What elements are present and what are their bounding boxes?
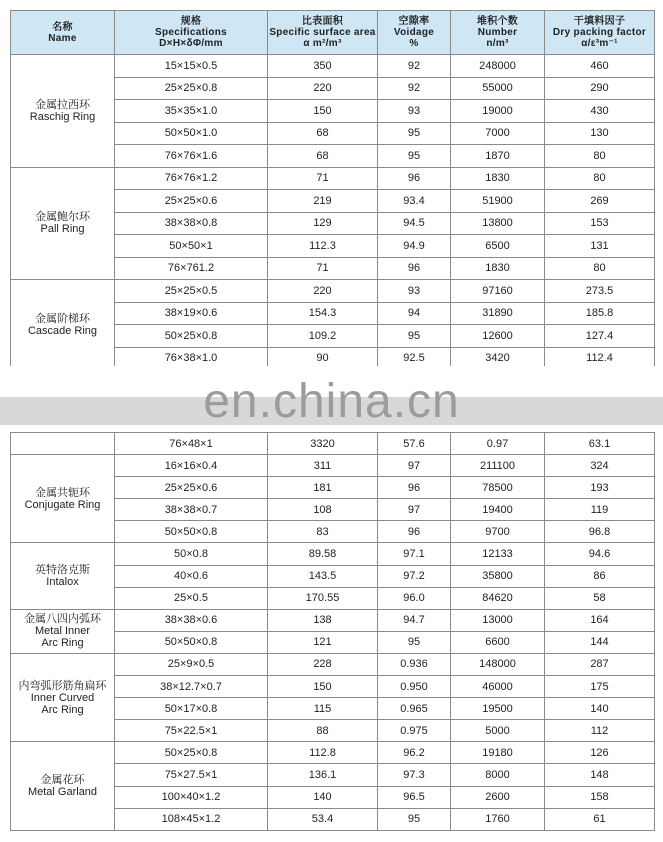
packing-factor-cell: 185.8: [545, 302, 655, 325]
spec-cell: 40×0.6: [115, 565, 268, 587]
voidage-cell: 97.3: [378, 764, 451, 786]
product-name-cell: [11, 280, 115, 370]
voidage-cell: 95: [378, 325, 451, 348]
voidage-cell: 0.950: [378, 676, 451, 698]
surface-area-cell: 219: [268, 190, 378, 213]
cell-line: Metal Garland: [27, 786, 98, 798]
packing-factor-cell: 324: [545, 455, 655, 477]
cell-line: 金属拉西环: [35, 98, 90, 111]
voidage-cell: 0.936: [378, 653, 451, 675]
watermark: en.china.cn: [203, 375, 460, 428]
voidage-cell: 96: [378, 257, 451, 280]
surface-area-cell: 112.3: [268, 235, 378, 258]
packing-factor-cell: 158: [545, 786, 655, 808]
cell-line: 金属八四内弧环: [24, 613, 101, 626]
number-cell: 9700: [451, 521, 545, 543]
product-name-cell: [11, 543, 115, 609]
spec-cell: 25×25×0.6: [115, 477, 268, 499]
packing-factor-cell: 290: [545, 77, 655, 100]
packing-factor-cell: 96.8: [545, 521, 655, 543]
packing-factor-cell: 126: [545, 742, 655, 764]
product-name-cell: [11, 455, 115, 543]
surface-area-cell: 154.3: [268, 302, 378, 325]
number-cell: 7000: [451, 122, 545, 145]
surface-area-cell: 89.58: [268, 543, 378, 565]
spec-cell: 76×38×1.0: [115, 347, 268, 370]
packing-factor-cell: 148: [545, 764, 655, 786]
surface-area-cell: 150: [268, 676, 378, 698]
product-name-cell: [11, 167, 115, 280]
voidage-cell: 97: [378, 455, 451, 477]
surface-area-cell: 140: [268, 786, 378, 808]
voidage-cell: 0.975: [378, 720, 451, 742]
spec-cell: 38×12.7×0.7: [115, 676, 268, 698]
cell-line: Arc Ring: [41, 703, 84, 716]
packing-factor-cell: 460: [545, 55, 655, 78]
header-name: [11, 11, 115, 55]
cell-line: Intalox: [46, 576, 79, 589]
packing-factor-cell: 273.5: [545, 280, 655, 303]
voidage-cell: 93: [378, 100, 451, 123]
surface-area-cell: 170.55: [268, 587, 378, 609]
product-name-cell: [11, 742, 115, 830]
spec-cell: 50×25×0.8: [115, 325, 268, 348]
number-cell: 13000: [451, 609, 545, 631]
surface-area-cell: 112.8: [268, 742, 378, 764]
number-cell: 51900: [451, 190, 545, 213]
packing-factor-cell: 193: [545, 477, 655, 499]
header-voidage: [378, 11, 451, 55]
table-row: [11, 280, 655, 303]
number-cell: 12133: [451, 543, 545, 565]
product-name-cell: [11, 55, 115, 168]
packing-factor-cell: 164: [545, 609, 655, 631]
spec-cell: 38×38×0.8: [115, 212, 268, 235]
voidage-cell: 93.4: [378, 190, 451, 213]
header-surface-area: [268, 11, 378, 55]
number-cell: 35800: [451, 565, 545, 587]
spec-cell: 50×0.8: [115, 543, 268, 565]
spec-cell: 76×48×1: [115, 433, 268, 455]
voidage-cell: 94.5: [378, 212, 451, 235]
packing-factor-cell: 80: [545, 257, 655, 280]
voidage-cell: 97.2: [378, 565, 451, 587]
cell-line: 金属花环: [40, 774, 85, 786]
voidage-cell: 96.0: [378, 587, 451, 609]
voidage-cell: 97.1: [378, 543, 451, 565]
cell-line: n/m³: [486, 38, 509, 49]
surface-area-cell: 220: [268, 280, 378, 303]
voidage-cell: 95: [378, 145, 451, 168]
number-cell: 6500: [451, 235, 545, 258]
cell-line: 金属鲍尔环: [35, 211, 90, 224]
packing-factor-cell: 430: [545, 100, 655, 123]
cell-line: 空隙率: [398, 16, 430, 27]
spec-cell: 76×76×1.2: [115, 167, 268, 190]
voidage-cell: 96.5: [378, 786, 451, 808]
packing-factor-cell: 131: [545, 235, 655, 258]
packing-factor-cell: 80: [545, 167, 655, 190]
number-cell: 248000: [451, 55, 545, 78]
spec-cell: 50×50×0.8: [115, 631, 268, 653]
table-row: [11, 742, 655, 764]
number-cell: 2600: [451, 786, 545, 808]
spec-cell: 38×38×0.7: [115, 499, 268, 521]
voidage-cell: 95: [378, 122, 451, 145]
number-cell: 19400: [451, 499, 545, 521]
packing-table-bottom: [10, 432, 655, 831]
number-cell: 3420: [451, 347, 545, 370]
spec-cell: 100×40×1.2: [115, 786, 268, 808]
spec-cell: 38×38×0.6: [115, 609, 268, 631]
product-name-cell: [11, 433, 115, 455]
voidage-cell: 92: [378, 77, 451, 100]
table-row: [11, 55, 655, 78]
cell-line: D×H×δΦ/mm: [159, 38, 223, 49]
voidage-cell: 95: [378, 808, 451, 830]
packing-factor-cell: 287: [545, 653, 655, 675]
surface-area-cell: 90: [268, 347, 378, 370]
spec-cell: 25×25×0.8: [115, 77, 268, 100]
surface-area-cell: 181: [268, 477, 378, 499]
voidage-cell: 57.6: [378, 433, 451, 455]
voidage-cell: 94: [378, 302, 451, 325]
surface-area-cell: 121: [268, 631, 378, 653]
spec-cell: 50×17×0.8: [115, 698, 268, 720]
voidage-cell: 97: [378, 499, 451, 521]
spec-cell: 75×22.5×1: [115, 720, 268, 742]
number-cell: 8000: [451, 764, 545, 786]
packing-factor-cell: 130: [545, 122, 655, 145]
spec-cell: 25×25×0.5: [115, 280, 268, 303]
surface-area-cell: 108: [268, 499, 378, 521]
surface-area-cell: 129: [268, 212, 378, 235]
header-packing-factor: [545, 11, 655, 55]
product-name-cell: [11, 609, 115, 653]
spec-cell: 75×27.5×1: [115, 764, 268, 786]
spec-cell: 16×16×0.4: [115, 455, 268, 477]
cell-line: Number: [477, 27, 518, 38]
voidage-cell: 92: [378, 55, 451, 78]
packing-factor-cell: 175: [545, 676, 655, 698]
cell-line: Conjugate Ring: [24, 498, 101, 511]
table-row: [11, 543, 655, 565]
spec-cell: 38×19×0.6: [115, 302, 268, 325]
surface-area-cell: 143.5: [268, 565, 378, 587]
table-row: [11, 609, 655, 631]
surface-area-cell: 53.4: [268, 808, 378, 830]
voidage-cell: 96.2: [378, 742, 451, 764]
cell-line: Metal Inner: [34, 625, 91, 638]
cell-line: 内弯弧形筋角扁环: [18, 679, 107, 692]
table-header: [11, 11, 655, 55]
cell-line: 堆积个数: [476, 16, 519, 27]
packing-factor-cell: 63.1: [545, 433, 655, 455]
number-cell: 1760: [451, 808, 545, 830]
cell-line: Dry packing factor: [552, 27, 647, 38]
surface-area-cell: 311: [268, 455, 378, 477]
voidage-cell: 0.965: [378, 698, 451, 720]
voidage-cell: 96: [378, 521, 451, 543]
number-cell: 1870: [451, 145, 545, 168]
spec-cell: 50×25×0.8: [115, 742, 268, 764]
cell-line: Voidage: [393, 27, 435, 38]
cell-line: 干填料因子: [573, 16, 626, 27]
surface-area-cell: 350: [268, 55, 378, 78]
spec-cell: 76×76×1.6: [115, 145, 268, 168]
surface-area-cell: 83: [268, 521, 378, 543]
surface-area-cell: 138: [268, 609, 378, 631]
packing-factor-cell: 269: [545, 190, 655, 213]
number-cell: 19500: [451, 698, 545, 720]
number-cell: 84620: [451, 587, 545, 609]
packing-factor-cell: 140: [545, 698, 655, 720]
voidage-cell: 92.5: [378, 347, 451, 370]
voidage-cell: 94.7: [378, 609, 451, 631]
surface-area-cell: 150: [268, 100, 378, 123]
number-cell: 1830: [451, 167, 545, 190]
table-row: [11, 167, 655, 190]
surface-area-cell: 88: [268, 720, 378, 742]
number-cell: 13800: [451, 212, 545, 235]
cell-line: 金属阶梯环: [35, 312, 90, 325]
surface-area-cell: 3320: [268, 433, 378, 455]
table-row: [11, 433, 655, 455]
table-row: [11, 653, 655, 675]
cell-line: Cascade Ring: [27, 324, 98, 337]
cell-line: Inner Curved: [30, 691, 95, 704]
cell-line: Arc Ring: [41, 637, 84, 650]
table-row: [11, 455, 655, 477]
spec-cell: 108×45×1.2: [115, 808, 268, 830]
spec-cell: 50×50×1.0: [115, 122, 268, 145]
spec-cell: 50×50×0.8: [115, 521, 268, 543]
number-cell: 0.97: [451, 433, 545, 455]
spec-cell: 35×35×1.0: [115, 100, 268, 123]
surface-area-cell: 68: [268, 122, 378, 145]
cell-line: Pall Ring: [40, 223, 85, 236]
number-cell: 211100: [451, 455, 545, 477]
surface-area-cell: 68: [268, 145, 378, 168]
packing-table-top: [10, 10, 655, 370]
number-cell: 78500: [451, 477, 545, 499]
number-cell: 1830: [451, 257, 545, 280]
packing-factor-cell: 119: [545, 499, 655, 521]
spec-cell: 50×50×1: [115, 235, 268, 258]
surface-area-cell: 136.1: [268, 764, 378, 786]
number-cell: 46000: [451, 676, 545, 698]
cell-line: Raschig Ring: [29, 110, 96, 123]
spec-cell: 25×9×0.5: [115, 653, 268, 675]
voidage-cell: 95: [378, 631, 451, 653]
header-number: [451, 11, 545, 55]
packing-factor-cell: 153: [545, 212, 655, 235]
spec-cell: 76×761.2: [115, 257, 268, 280]
cell-line: %: [409, 38, 419, 49]
number-cell: 31890: [451, 302, 545, 325]
spec-cell: 25×25×0.6: [115, 190, 268, 213]
spec-cell: 25×0.5: [115, 587, 268, 609]
number-cell: 6600: [451, 631, 545, 653]
cell-line: α m²/m³: [303, 38, 342, 49]
header-specifications: [115, 11, 268, 55]
packing-factor-cell: 94.6: [545, 543, 655, 565]
surface-area-cell: 109.2: [268, 325, 378, 348]
cell-line: 名称: [52, 21, 73, 33]
surface-area-cell: 71: [268, 257, 378, 280]
voidage-cell: 94.9: [378, 235, 451, 258]
number-cell: 12600: [451, 325, 545, 348]
spec-cell: 15×15×0.5: [115, 55, 268, 78]
surface-area-cell: 228: [268, 653, 378, 675]
cell-line: 金属共轭环: [35, 486, 90, 499]
packing-factor-cell: 61: [545, 808, 655, 830]
packing-factor-cell: 86: [545, 565, 655, 587]
cell-line: 规格: [180, 16, 202, 27]
cell-line: 比表面积: [301, 16, 344, 27]
packing-factor-cell: 112: [545, 720, 655, 742]
cell-line: Specific surface area: [269, 27, 376, 38]
packing-factor-cell: 112.4: [545, 347, 655, 370]
cell-line: Specifications: [155, 27, 227, 38]
number-cell: 55000: [451, 77, 545, 100]
surface-area-cell: 115: [268, 698, 378, 720]
voidage-cell: 96: [378, 167, 451, 190]
surface-area-cell: 220: [268, 77, 378, 100]
voidage-cell: 96: [378, 477, 451, 499]
cell-line: Name: [48, 32, 77, 44]
product-name-cell: [11, 653, 115, 741]
number-cell: 19000: [451, 100, 545, 123]
number-cell: 19180: [451, 742, 545, 764]
number-cell: 5000: [451, 720, 545, 742]
number-cell: 148000: [451, 653, 545, 675]
number-cell: 97160: [451, 280, 545, 303]
surface-area-cell: 71: [268, 167, 378, 190]
packing-factor-cell: 58: [545, 587, 655, 609]
cell-line: 英特洛克斯: [35, 564, 90, 577]
packing-factor-cell: 127.4: [545, 325, 655, 348]
packing-factor-cell: 80: [545, 145, 655, 168]
voidage-cell: 93: [378, 280, 451, 303]
cell-line: α/ε³m⁻¹: [581, 38, 618, 49]
packing-factor-cell: 144: [545, 631, 655, 653]
